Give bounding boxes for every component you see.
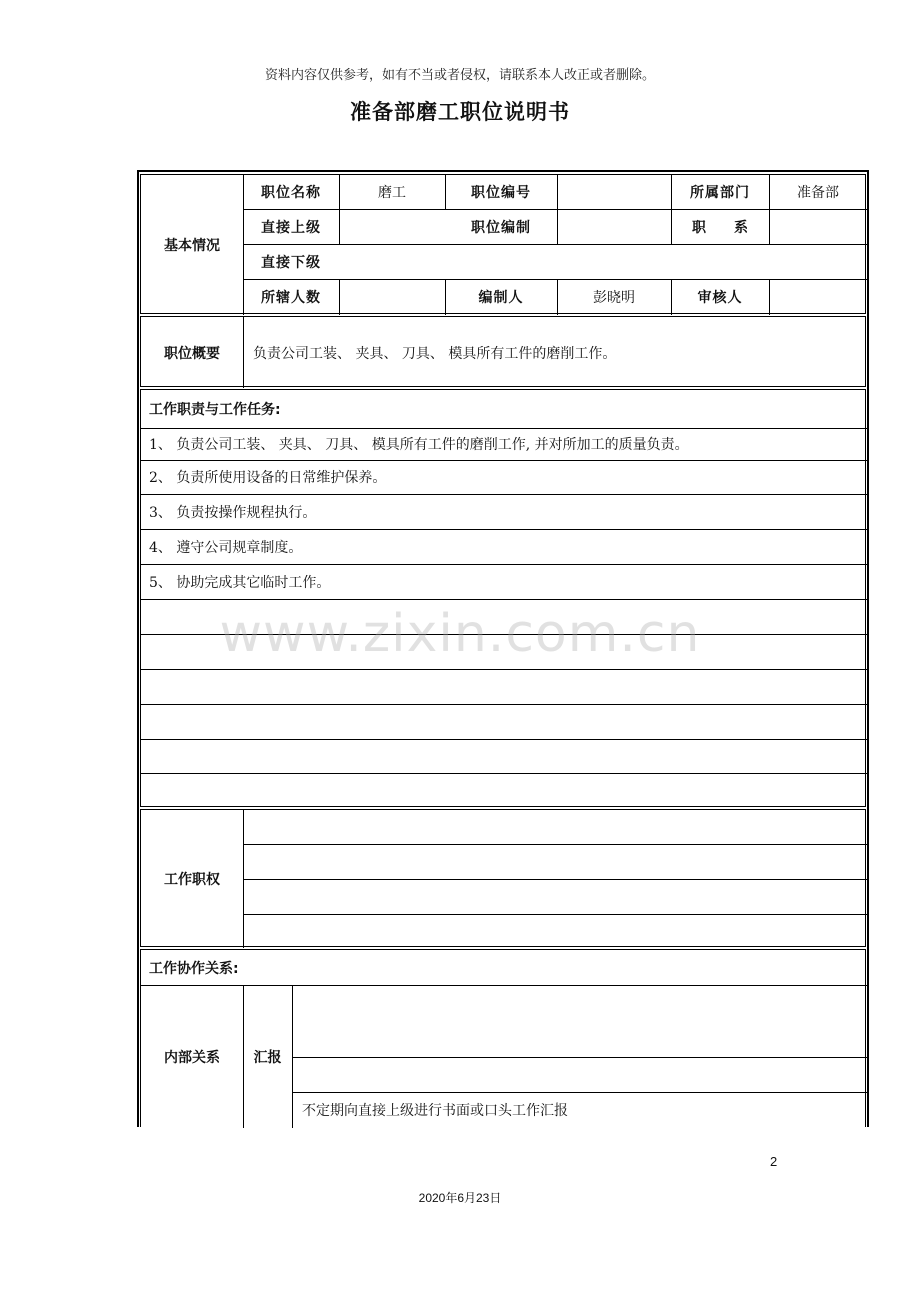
- department-value: 准备部: [797, 185, 839, 201]
- duty-item: 1、 负责公司工装、 夹具、 刀具、 模具所有工件的磨削工作, 并对所加工的质量负责。: [149, 437, 689, 453]
- position-name-label: 职位名称: [261, 185, 321, 201]
- cooperation-section: [140, 949, 866, 1127]
- headcount-value: [557, 209, 671, 244]
- job-family-value: [769, 209, 867, 244]
- duty-item: 4、 遵守公司规章制度。: [149, 539, 303, 556]
- basic-info-section: [140, 174, 866, 314]
- authority-label: 工作职权: [164, 872, 220, 888]
- position-name-value: 磨工: [378, 185, 406, 201]
- managed-count-label: 所辖人数: [261, 290, 321, 306]
- duties-heading: 工作职责与工作任务:: [149, 402, 281, 418]
- summary-text: 负责公司工装、 夹具、 刀具、 模具所有工件的磨削工作。: [253, 345, 617, 362]
- duty-item: 2、 负责所使用设备的日常维护保养。: [149, 470, 387, 486]
- basic-info-label: 基本情况: [164, 238, 220, 254]
- direct-superior-value: [339, 209, 445, 244]
- report-text: 不定期向直接上级进行书面或口头工作汇报: [302, 1103, 568, 1119]
- document-title: 准备部磨工职位说明书: [350, 100, 570, 124]
- duty-item: 3、 负责按操作规程执行。: [149, 504, 317, 521]
- disclaimer-notice: 资料内容仅供参考，如有不当或者侵权，请联系本人改正或者删除。: [264, 68, 655, 83]
- reviewer-value: [769, 279, 867, 315]
- position-code-value: [557, 175, 671, 209]
- duty-item: 5、 协助完成其它临时工作。: [149, 574, 331, 591]
- watermark: www.zixin.com.cn: [219, 604, 701, 664]
- cooperation-heading: 工作协作关系:: [149, 960, 239, 977]
- page-number: 2: [770, 1154, 778, 1169]
- reviewer-label: 审核人: [697, 290, 743, 306]
- headcount-label: 职位编制: [471, 219, 531, 236]
- direct-subordinate-value: [339, 244, 867, 279]
- report-label: 汇报: [253, 1049, 282, 1066]
- direct-subordinate-label: 直接下级: [261, 254, 321, 271]
- department-label: 所属部门: [690, 185, 750, 201]
- direct-superior-label: 直接上级: [261, 219, 321, 236]
- author-label: 编制人: [478, 290, 524, 306]
- authority-section: [140, 809, 866, 947]
- footer-date: 2020年6月23日: [418, 1191, 502, 1205]
- summary-label: 职位概要: [164, 345, 220, 362]
- author-value: 彭晓明: [593, 290, 635, 306]
- internal-relations-label: 内部关系: [164, 1049, 220, 1066]
- position-code-label: 职位编号: [471, 185, 531, 201]
- managed-count-value: [339, 279, 445, 315]
- job-family-label: 职 系: [692, 219, 748, 236]
- duties-section: [140, 389, 866, 807]
- summary-section: [140, 316, 866, 387]
